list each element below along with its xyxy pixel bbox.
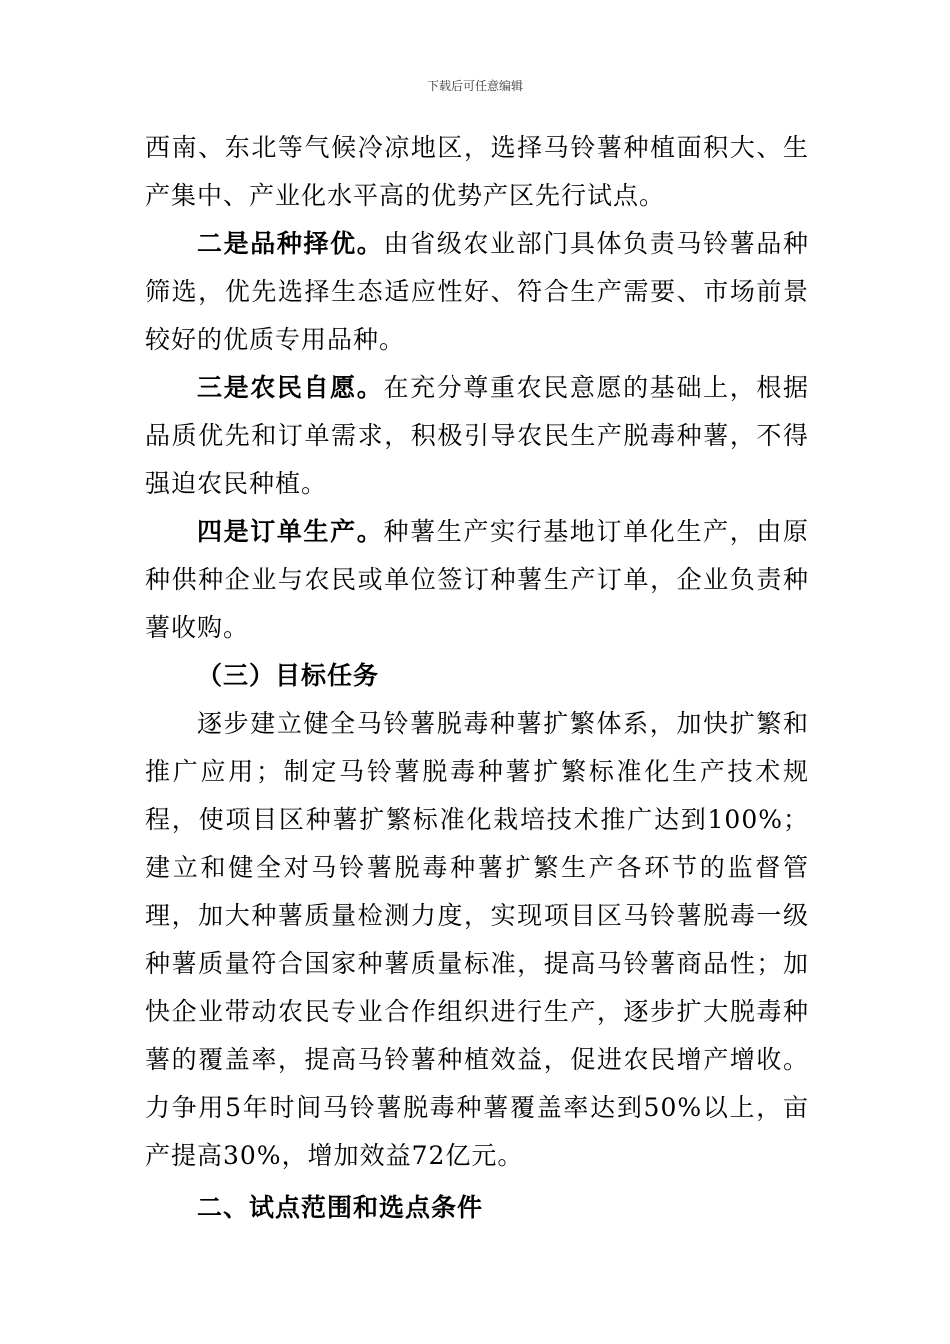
paragraph-farmer-voluntary xyxy=(145,364,809,508)
section-subheading: （三）目标任务 xyxy=(197,661,380,690)
paragraph-order-production xyxy=(145,508,809,652)
paragraph-text: 种薯生产实行基地订单化生产，由原种供种企业与农民或单位签订种薯生产订单，企业负责种薯收购。 xyxy=(145,517,809,642)
page-header-note: 下载后可任意编辑 xyxy=(426,79,523,93)
paragraph-variety-selection xyxy=(145,220,809,364)
paragraph-text: 在充分尊重农民意愿的基础上，根据品质优先和订单需求，积极引导农民生产脱毒种薯，不得强迫农民种植。 xyxy=(145,373,809,498)
paragraph-lead: 二是品种择优。 xyxy=(197,229,384,258)
document-body xyxy=(145,124,809,1232)
paragraph-lead: 四是订单生产。 xyxy=(197,517,384,546)
paragraph-objectives: 逐步建立健全马铃薯脱毒种薯扩繁体系，加快扩繁和推广应用；制定马铃薯脱毒种薯扩繁标准化生产技术规程，使项目区种薯扩繁标准化栽培技术推广达到100%；建立和健全对马铃薯脱毒种薯扩繁生产各环节的监督管理，加大种薯质量检测力度，实现项目区马铃薯脱毒一级种薯质量符合国家种薯质量标准，提高马铃薯商品性；加快企业带动农民专业合作组织进行生产，逐步扩大脱毒种薯的覆盖率，提高马铃薯种植效益，促进农民增产增收。力争用5年时间马铃薯脱毒种薯覆盖率达到50%以上，亩产提高30%，增加效益72亿元。 xyxy=(145,709,809,1170)
section-heading: 二、试点范围和选点条件 xyxy=(197,1193,484,1222)
paragraph-text: 由省级农业部门具体负责马铃薯品种筛选，优先选择生态适应性好、符合生产需要、市场前景较好的优质专用品种。 xyxy=(145,229,809,354)
paragraph-lead: 三是农民自愿。 xyxy=(197,373,384,402)
paragraph-continuation: 西南、东北等气候冷凉地区，选择马铃薯种植面积大、生产集中、产业化水平高的优势产区先行试点。 xyxy=(145,133,809,210)
